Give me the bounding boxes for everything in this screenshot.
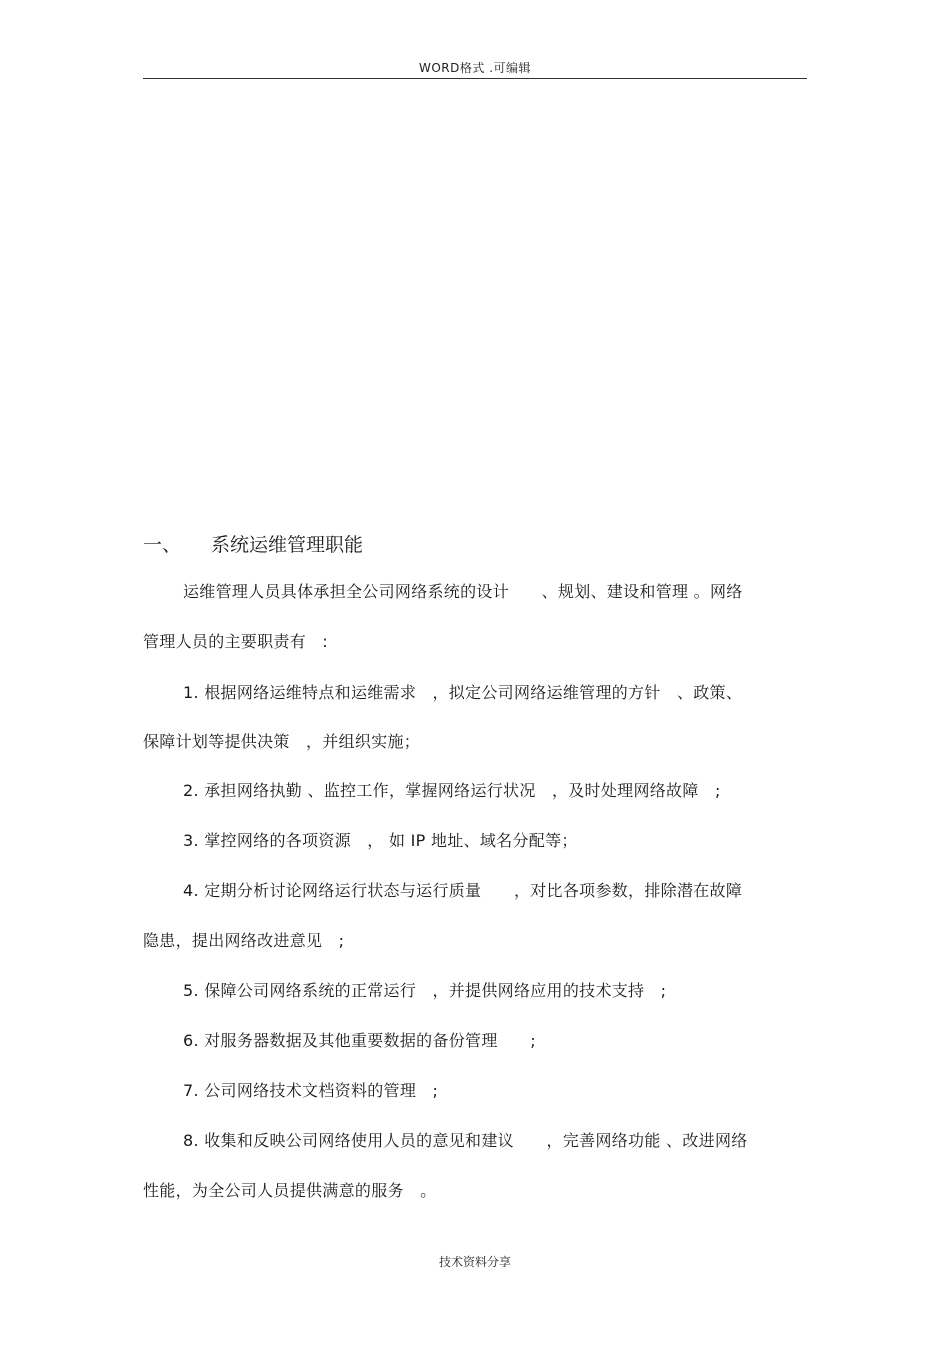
header-text: WORD格式 .可编辑 [418,61,532,75]
section-number: 一、 [143,534,182,556]
list-item-line: 6. 对服务器数据及其他重要数据的备份管理 ; [183,1031,536,1050]
section-title: 系统运维管理职能 [211,534,364,556]
list-item-line: 8. 收集和反映公司网络使用人员的意见和建议 ，完善网络功能 、改进网络 [183,1131,748,1150]
page-header [143,60,807,79]
paragraph-line: 管理人员的主要职责有 : [143,632,328,651]
list-item-line: 4. 定期分析讨论网络运行状态与运行质量 ，对比各项参数，排除潜在故障 [183,881,743,900]
list-item-line: 2. 承担网络执勤 、监控工作，掌握网络运行状况 ，及时处理网络故障 ; [183,781,721,800]
list-item-line: 性能，为全公司人员提供满意的服务 。 [143,1181,437,1200]
paragraph-line: 运维管理人员具体承担全公司网络系统的设计 、规划、建设和管理 。网络 [183,582,743,601]
page-footer: 技术资料分享 [438,1255,511,1269]
list-item-line: 3. 掌控网络的各项资源 ， 如 IP 地址、域名分配等； [183,831,578,850]
list-item-line: 保障计划等提供决策 ，并组织实施； [143,732,421,751]
list-item-line: 5. 保障公司网络系统的正常运行 ，并提供网络应用的技术支持 ; [183,981,667,1000]
list-item-line: 1. 根据网络运维特点和运维需求 ，拟定公司网络运维管理的方针 、政策、 [183,683,743,702]
list-item-line: 7. 公司网络技术文档资料的管理 ; [183,1081,439,1100]
section-heading [143,532,363,558]
list-item-line: 隐患，提出网络改进意见 ; [143,931,345,950]
